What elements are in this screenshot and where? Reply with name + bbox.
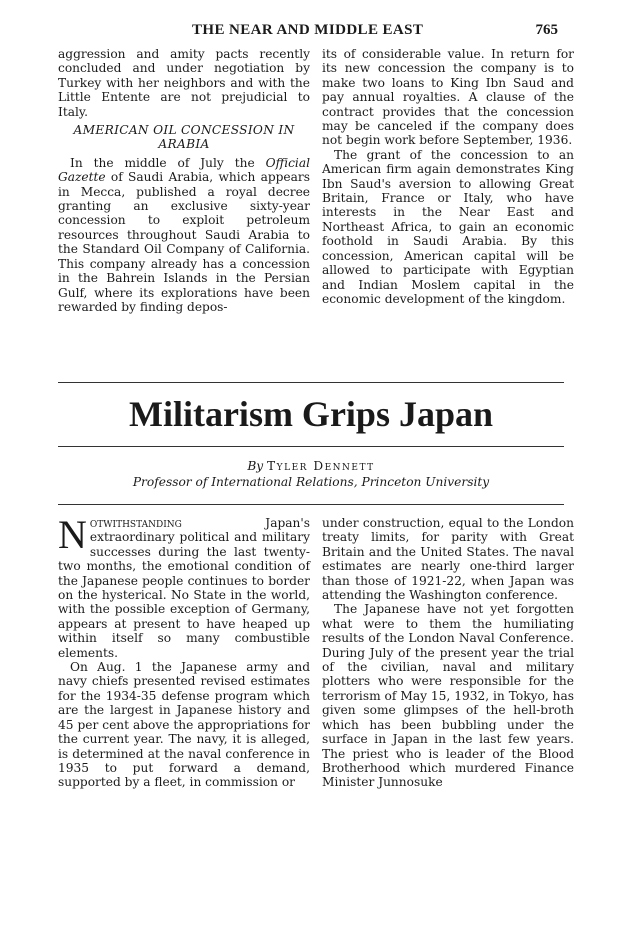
paragraph: its of considerable value. In return for its new concession the company is to make two loans to King Ibn Saud and pay annual royalties. A clause of the contract provides that the concession may be canceled if the company does not begin work before September, 1936.	[322, 47, 574, 148]
running-head	[60, 22, 564, 42]
paragraph: under construction, equal to the London treaty limits, for parity with Great Britain and the United States. The naval estimates are nearly one-third larger than those of 1921-22, when Japan was attending the Washington conference.	[322, 516, 574, 603]
article-title: Militarism Grips Japan	[128, 394, 493, 434]
author-affiliation: Professor of International Relations, Princeton University	[132, 475, 490, 489]
section-heading	[58, 123, 310, 152]
opening-word: otwithstanding	[89, 516, 182, 530]
divider-rule	[58, 504, 564, 505]
drop-cap: N	[58, 512, 87, 557]
divider-rule	[58, 446, 564, 447]
paragraph-text: Japan's extraordinary political and military successes during the last twenty-two months, the emotional condition of the Japanese people continues to border on the hysterical. No State in the world, with the possible exception of Germany, appears at present to have heaped up within itself so many combustible elements.	[58, 516, 310, 660]
paragraph	[58, 156, 310, 314]
top-article-left-column	[58, 47, 310, 314]
running-title: THE NEAR AND MIDDLE EAST	[192, 22, 424, 38]
paragraph: aggression and amity pacts recently concluded and under negotiation by Turkey with her neighbors and with the Little Entente are not prejudicial to Italy.	[58, 47, 310, 119]
paragraph: The grant of the concession to an American firm again demonstrates King Ibn Saud's aversion to allowing Great Britain, France or Italy, who have interests in the Near East and Northeast Africa, to gain an economic foothold in Saudi Arabia. By this concession, American capital will be allowed to participate with Egyptian and Indian Moslem capital in the economic development of the kingdom.	[322, 147, 574, 306]
paragraph-text: of Saudi Arabia, which appears in Mecca, published a royal decree granting an exclusive sixty-year concession to exploit petroleum resources throughout Saudi Arabia to the Standard Oil Company of California. This company already has a concession in the Bahrein Islands in the Persian Gulf, where its explorations have been rewarded by finding depos-	[58, 170, 310, 314]
divider-rule	[58, 382, 564, 383]
byline-by: By	[247, 459, 264, 473]
paragraph-text: In the middle of July the	[70, 155, 266, 170]
section-heading-line-2: ARABIA	[158, 137, 210, 152]
paragraph: On Aug. 1 the Japanese army and navy chiefs presented revised estimates for the 1934-35 defense program which are the largest in Japanese history and 45 per cent above the appropriations for the current year. The navy, it is alleged, is determined at the naval conference in 1935 to put forward a demand, supported by a fleet, in commission or	[58, 660, 310, 790]
opening-paragraph	[58, 512, 310, 660]
publication-name: Official Gazette	[58, 155, 310, 185]
section-heading-line-1: AMERICAN OIL CONCESSION IN	[73, 123, 295, 138]
page-number: 765	[535, 22, 558, 38]
author-name: Tyler Dennett	[267, 459, 375, 473]
byline	[58, 458, 564, 490]
paragraph: The Japanese have not yet forgotten what were to them the humiliating results of the London Naval Conference. During July of the present year the trial of the civilian, naval and military plotters who were responsible for the terrorism of May 15, 1932, in Tokyo, has given some glimpses of the hell-broth which has been bubbling under the surface in Japan in the last few years. The priest who is leader of the Blood Brotherhood which murdered Finance Minister Junnosuke	[322, 602, 574, 790]
main-article-left-column	[58, 512, 310, 790]
top-article-right-column	[322, 47, 574, 306]
main-article-right-column	[322, 516, 574, 790]
